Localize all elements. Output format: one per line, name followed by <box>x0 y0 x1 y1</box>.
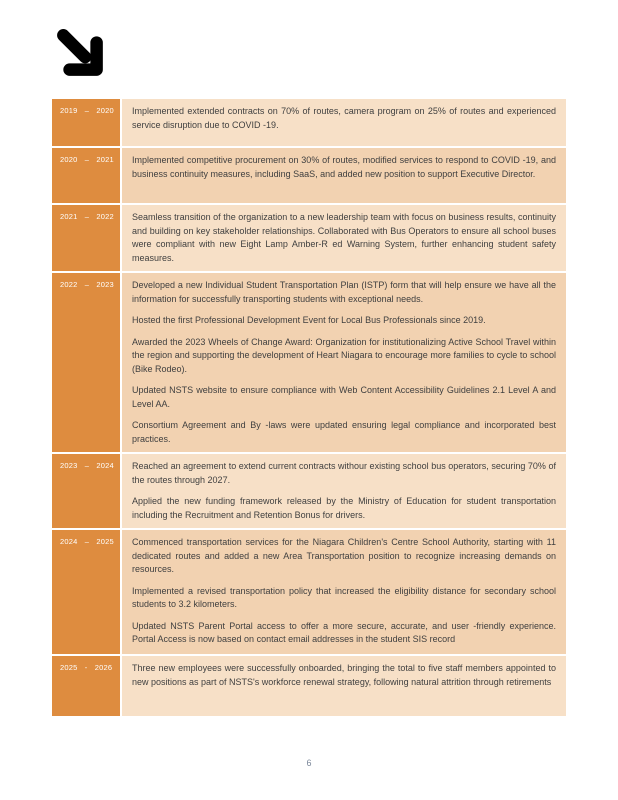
milestone-cell <box>122 454 566 528</box>
milestone-cell <box>122 99 566 146</box>
milestone-paragraph: Updated NSTS Parent Portal access to offer a more secure, accurate, and user -friendly experience. Portal Access is now based on contact email addresses in the student SIS record <box>132 620 556 644</box>
milestone-paragraph: Implemented competitive procurement on 30% of routes, modified services to respond to COVID -19, and business continuity measures, including SaaS, and added new position to support Executive Director. <box>132 155 556 179</box>
table-row <box>52 530 566 654</box>
timeline-table <box>52 99 566 716</box>
milestone-paragraph: Updated NSTS website to ensure compliance with Web Content Accessibility Guidelines 2.1 Level A and Level AA. <box>132 385 556 409</box>
year-range-cell: 2019 – 2020 <box>52 99 120 146</box>
year-range-cell: 2020 – 2021 <box>52 148 120 203</box>
table-row <box>52 273 566 452</box>
milestone-paragraph: Seamless transition of the organization to a new leadership team with focus on business results, continuity and building on key stakeholder relationships. Collaborated with Bus Operators to ensure all school buses were compliant with new Eight Lamp Amber-R ed Warning System, further enhancing student safety measures. <box>132 212 556 263</box>
arrow-down-right-icon <box>55 28 107 80</box>
milestone-cell <box>122 205 566 271</box>
page-number: 6 <box>306 758 312 768</box>
table-row <box>52 99 566 146</box>
table-row <box>52 205 566 271</box>
milestone-paragraph: Implemented extended contracts on 70% of routes, camera program on 25% of routes and experienced service disruption due to COVID -19. <box>132 106 556 130</box>
milestone-cell <box>122 530 566 654</box>
milestone-cell <box>122 148 566 203</box>
milestone-paragraph: Reached an agreement to extend current contracts withour existing school bus operators, securing 70% of the routes through 2027. <box>132 461 556 485</box>
table-row <box>52 656 566 716</box>
table-row <box>52 454 566 528</box>
year-range-cell: 2024 – 2025 <box>52 530 120 654</box>
year-range-cell: 2025 - 2026 <box>52 656 120 716</box>
milestone-paragraph: Commenced transportation services for the Niagara Children's Centre School Authority, starting with 11 dedicated routes and added a new Area Transportation position to recognize increasing demands on resources. <box>132 537 556 574</box>
milestone-cell <box>122 656 566 716</box>
milestone-paragraph: Applied the new funding framework released by the Ministry of Education for student transportation including the Recruitment and Retention Bonus for drivers. <box>132 496 556 520</box>
milestone-paragraph: Consortium Agreement and By -laws were updated ensuring legal compliance and incorporated best practices. <box>132 420 556 444</box>
milestone-paragraph: Three new employees were successfully onboarded, bringing the total to five staff members appointed to new positions as part of NSTS's workforce renewal strategy, following natural attrition through retirements <box>132 663 556 687</box>
milestone-paragraph: Developed a new Individual Student Transportation Plan (ISTP) form that will help ensure we have all the information for successfully transporting students with exceptional needs. <box>132 280 556 304</box>
year-range-cell: 2023 – 2024 <box>52 454 120 528</box>
year-range-cell: 2021 – 2022 <box>52 205 120 271</box>
milestone-paragraph: Hosted the first Professional Development Event for Local Bus Professionals since 2019. <box>132 315 486 325</box>
year-range-cell: 2022 – 2023 <box>52 273 120 452</box>
table-row <box>52 148 566 203</box>
milestone-cell <box>122 273 566 452</box>
milestone-paragraph: Implemented a revised transportation policy that increased the eligibility distance for secondary school students to 3.2 kilometers. <box>132 585 556 609</box>
milestone-paragraph: Awarded the 2023 Wheels of Change Award: Organization for institutionalizing Active School Travel within the region and supporting the development of Heart Niagara to encourage more families to cycle to school (Bike Rodeo). <box>132 336 556 374</box>
